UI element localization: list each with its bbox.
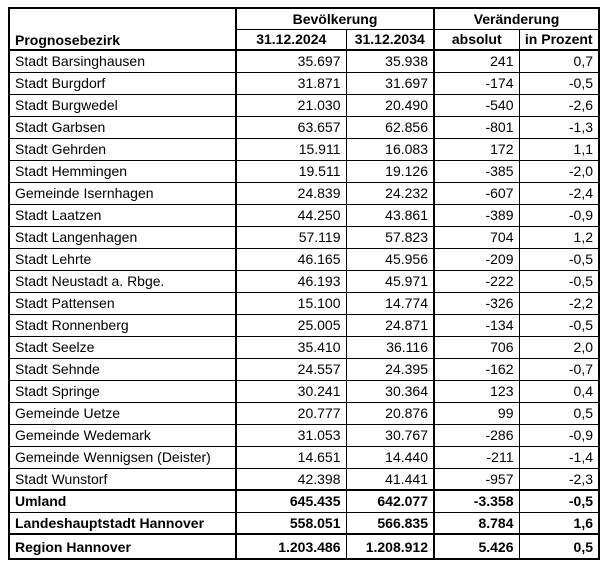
header-group-row xyxy=(9,8,599,29)
population-2034-cell: 20.490 xyxy=(346,94,434,116)
change-percent-cell: 1,2 xyxy=(519,226,599,248)
district-name-cell: Gemeinde Uetze xyxy=(9,402,236,424)
table-row xyxy=(9,182,599,204)
table-row xyxy=(9,490,599,512)
change-percent-cell: -2,6 xyxy=(519,94,599,116)
district-name-cell: Stadt Burgwedel xyxy=(9,94,236,116)
table-row xyxy=(9,336,599,358)
district-name-cell: Stadt Neustadt a. Rbge. xyxy=(9,270,236,292)
change-percent-cell: -0,9 xyxy=(519,204,599,226)
col-group-change: Veränderung xyxy=(434,8,599,29)
change-absolute-cell: 704 xyxy=(434,226,519,248)
population-2034-cell: 45.971 xyxy=(346,270,434,292)
population-2034-cell: 41.441 xyxy=(346,468,434,490)
change-percent-cell: -0,5 xyxy=(519,248,599,270)
table-row xyxy=(9,468,599,490)
change-percent-cell: 0,5 xyxy=(519,402,599,424)
change-absolute-cell: -211 xyxy=(434,446,519,468)
population-2034-cell: 45.956 xyxy=(346,248,434,270)
population-2024-cell: 35.697 xyxy=(236,50,346,72)
change-absolute-cell: 99 xyxy=(434,402,519,424)
col-header-pop-2024: 31.12.2024 xyxy=(236,29,346,50)
population-2034-cell: 20.876 xyxy=(346,402,434,424)
table-body xyxy=(9,50,599,559)
district-name-cell: Stadt Gehrden xyxy=(9,138,236,160)
district-name-cell: Stadt Lehrte xyxy=(9,248,236,270)
change-absolute-cell: -957 xyxy=(434,468,519,490)
population-2034-cell: 24.395 xyxy=(346,358,434,380)
population-2024-cell: 15.100 xyxy=(236,292,346,314)
change-absolute-cell: -209 xyxy=(434,248,519,270)
table-row xyxy=(9,380,599,402)
district-name-cell: Region Hannover xyxy=(9,534,236,559)
population-2024-cell: 15.911 xyxy=(236,138,346,160)
change-percent-cell: 1,6 xyxy=(519,512,599,534)
table-row xyxy=(9,204,599,226)
population-2034-cell: 62.856 xyxy=(346,116,434,138)
population-2024-cell: 645.435 xyxy=(236,490,346,512)
population-2024-cell: 25.005 xyxy=(236,314,346,336)
population-2034-cell: 35.938 xyxy=(346,50,434,72)
table-row xyxy=(9,50,599,72)
population-2024-cell: 31.053 xyxy=(236,424,346,446)
change-absolute-cell: 5.426 xyxy=(434,534,519,559)
change-percent-cell: -1,3 xyxy=(519,116,599,138)
table-row xyxy=(9,358,599,380)
change-absolute-cell: -389 xyxy=(434,204,519,226)
population-2024-cell: 1.203.486 xyxy=(236,534,346,559)
table-row xyxy=(9,512,599,534)
change-percent-cell: 0,4 xyxy=(519,380,599,402)
district-name-cell: Stadt Hemmingen xyxy=(9,160,236,182)
change-absolute-cell: -326 xyxy=(434,292,519,314)
population-2034-cell: 566.835 xyxy=(346,512,434,534)
population-2034-cell: 30.364 xyxy=(346,380,434,402)
population-2034-cell: 19.126 xyxy=(346,160,434,182)
population-2024-cell: 57.119 xyxy=(236,226,346,248)
population-2024-cell: 19.511 xyxy=(236,160,346,182)
change-percent-cell: -0,9 xyxy=(519,424,599,446)
change-percent-cell: 0,5 xyxy=(519,534,599,559)
population-2024-cell: 63.657 xyxy=(236,116,346,138)
change-percent-cell: -0,5 xyxy=(519,72,599,94)
change-absolute-cell: -385 xyxy=(434,160,519,182)
table-row xyxy=(9,72,599,94)
change-percent-cell: -2,2 xyxy=(519,292,599,314)
population-2034-cell: 31.697 xyxy=(346,72,434,94)
population-2034-cell: 30.767 xyxy=(346,424,434,446)
district-name-cell: Gemeinde Wennigsen (Deister) xyxy=(9,446,236,468)
district-name-cell: Stadt Wunstorf xyxy=(9,468,236,490)
population-2034-cell: 36.116 xyxy=(346,336,434,358)
table-row xyxy=(9,138,599,160)
population-2024-cell: 44.250 xyxy=(236,204,346,226)
table-row xyxy=(9,314,599,336)
district-name-cell: Stadt Seelze xyxy=(9,336,236,358)
population-2024-cell: 46.193 xyxy=(236,270,346,292)
population-2034-cell: 16.083 xyxy=(346,138,434,160)
change-percent-cell: -0,5 xyxy=(519,490,599,512)
change-absolute-cell: -286 xyxy=(434,424,519,446)
population-2024-cell: 46.165 xyxy=(236,248,346,270)
population-2034-cell: 14.440 xyxy=(346,446,434,468)
population-2034-cell: 24.871 xyxy=(346,314,434,336)
district-name-cell: Stadt Sehnde xyxy=(9,358,236,380)
table-row xyxy=(9,116,599,138)
change-absolute-cell: 706 xyxy=(434,336,519,358)
change-percent-cell: -0,5 xyxy=(519,270,599,292)
col-group-population: Bevölkerung xyxy=(236,8,434,29)
table-row xyxy=(9,446,599,468)
table-row xyxy=(9,94,599,116)
district-name-cell: Stadt Garbsen xyxy=(9,116,236,138)
population-2024-cell: 21.030 xyxy=(236,94,346,116)
population-2034-cell: 57.823 xyxy=(346,226,434,248)
district-name-cell: Stadt Burgdorf xyxy=(9,72,236,94)
table-row xyxy=(9,248,599,270)
col-header-change-absolute: absolut xyxy=(434,29,519,50)
col-header-pop-2034: 31.12.2034 xyxy=(346,29,434,50)
district-name-cell: Stadt Laatzen xyxy=(9,204,236,226)
change-percent-cell: -2,4 xyxy=(519,182,599,204)
district-name-cell: Stadt Ronnenberg xyxy=(9,314,236,336)
change-percent-cell: 2,0 xyxy=(519,336,599,358)
change-absolute-cell: -222 xyxy=(434,270,519,292)
change-absolute-cell: -174 xyxy=(434,72,519,94)
population-2024-cell: 30.241 xyxy=(236,380,346,402)
change-absolute-cell: 123 xyxy=(434,380,519,402)
population-2024-cell: 20.777 xyxy=(236,402,346,424)
population-2024-cell: 31.871 xyxy=(236,72,346,94)
population-2034-cell: 1.208.912 xyxy=(346,534,434,559)
table-header xyxy=(9,8,599,50)
population-2034-cell: 43.861 xyxy=(346,204,434,226)
table-row xyxy=(9,160,599,182)
population-2024-cell: 24.557 xyxy=(236,358,346,380)
population-2024-cell: 42.398 xyxy=(236,468,346,490)
district-name-cell: Stadt Springe xyxy=(9,380,236,402)
change-percent-cell: 1,1 xyxy=(519,138,599,160)
table-row xyxy=(9,402,599,424)
change-absolute-cell: -540 xyxy=(434,94,519,116)
table-row xyxy=(9,270,599,292)
district-name-cell: Stadt Pattensen xyxy=(9,292,236,314)
col-header-district: Prognosebezirk xyxy=(9,8,236,50)
change-absolute-cell: -3.358 xyxy=(434,490,519,512)
change-percent-cell: -0,7 xyxy=(519,358,599,380)
population-forecast-table xyxy=(8,7,600,560)
population-2024-cell: 24.839 xyxy=(236,182,346,204)
district-name-cell: Gemeinde Wedemark xyxy=(9,424,236,446)
district-name-cell: Gemeinde Isernhagen xyxy=(9,182,236,204)
change-absolute-cell: -162 xyxy=(434,358,519,380)
table-row xyxy=(9,424,599,446)
district-name-cell: Landeshauptstadt Hannover xyxy=(9,512,236,534)
change-absolute-cell: 172 xyxy=(434,138,519,160)
change-percent-cell: -2,0 xyxy=(519,160,599,182)
population-2024-cell: 14.651 xyxy=(236,446,346,468)
change-absolute-cell: -134 xyxy=(434,314,519,336)
population-2034-cell: 24.232 xyxy=(346,182,434,204)
table-row xyxy=(9,226,599,248)
change-absolute-cell: -801 xyxy=(434,116,519,138)
population-2034-cell: 14.774 xyxy=(346,292,434,314)
change-percent-cell: 0,7 xyxy=(519,50,599,72)
change-percent-cell: -2,3 xyxy=(519,468,599,490)
population-2024-cell: 35.410 xyxy=(236,336,346,358)
col-header-change-percent: in Prozent xyxy=(519,29,599,50)
population-2024-cell: 558.051 xyxy=(236,512,346,534)
table-row xyxy=(9,292,599,314)
population-2034-cell: 642.077 xyxy=(346,490,434,512)
change-absolute-cell: -607 xyxy=(434,182,519,204)
change-absolute-cell: 241 xyxy=(434,50,519,72)
district-name-cell: Umland xyxy=(9,490,236,512)
change-percent-cell: -0,5 xyxy=(519,314,599,336)
district-name-cell: Stadt Langenhagen xyxy=(9,226,236,248)
table-row xyxy=(9,534,599,559)
change-percent-cell: -1,4 xyxy=(519,446,599,468)
district-name-cell: Stadt Barsinghausen xyxy=(9,50,236,72)
change-absolute-cell: 8.784 xyxy=(434,512,519,534)
